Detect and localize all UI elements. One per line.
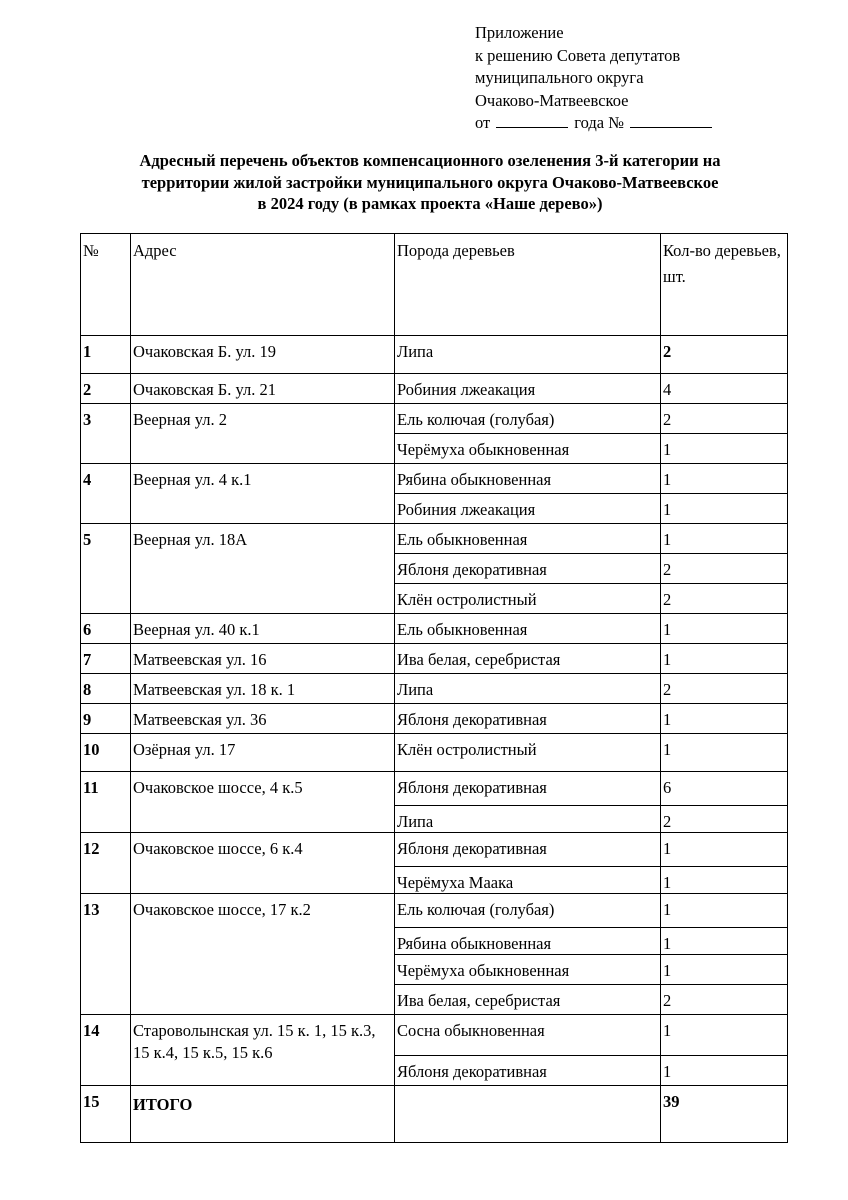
header-address: Адрес xyxy=(131,234,395,336)
table-row xyxy=(81,894,788,928)
table-row xyxy=(81,464,788,494)
row-address: Матвеевская ул. 18 к. 1 xyxy=(133,680,296,699)
table-row xyxy=(81,404,788,434)
row-number: 1 xyxy=(83,342,92,361)
row-species: Ель колючая (голубая) xyxy=(397,410,555,429)
row-count: 1 xyxy=(663,839,672,858)
row-count: 1 xyxy=(663,530,672,549)
row-species: Яблоня декоративная xyxy=(397,710,547,729)
row-count: 1 xyxy=(663,1021,672,1040)
table-row xyxy=(81,734,788,772)
header-count: Кол-во деревьев, шт. xyxy=(661,234,788,336)
row-address: Веерная ул. 2 xyxy=(133,410,228,429)
table-row xyxy=(81,704,788,734)
date-blank xyxy=(496,113,568,128)
row-number: 12 xyxy=(83,839,100,858)
row-species: Рябина обыкновенная xyxy=(397,934,552,953)
row-address: Очаковское шоссе, 4 к.5 xyxy=(133,778,303,797)
row-count: 1 xyxy=(663,900,672,919)
row-count: 1 xyxy=(663,873,672,892)
total-label: ИТОГО xyxy=(133,1095,193,1114)
table-row xyxy=(81,1015,788,1056)
row-address: Очаковское шоссе, 17 к.2 xyxy=(133,900,311,919)
row-count: 1 xyxy=(663,500,672,519)
row-count: 2 xyxy=(663,812,672,831)
header-number: № xyxy=(81,234,131,336)
table-row xyxy=(81,336,788,374)
row-species: Ель обыкновенная xyxy=(397,620,528,639)
table-row xyxy=(81,674,788,704)
row-species: Робиния лжеакация xyxy=(397,500,536,519)
row-number: 14 xyxy=(83,1021,100,1040)
total-species xyxy=(395,1086,660,1091)
row-address: Староволынская ул. 15 к. 1, 15 к.3, 15 к.4, 15 к.5, 15 к.6 xyxy=(133,1021,376,1062)
row-species: Черёмуха обыкновенная xyxy=(397,440,570,459)
row-number: 5 xyxy=(83,530,92,549)
row-count: 4 xyxy=(663,380,672,399)
table-row xyxy=(81,614,788,644)
row-count: 2 xyxy=(663,560,672,579)
row-count: 1 xyxy=(663,1062,672,1081)
row-address: Матвеевская ул. 16 xyxy=(133,650,267,669)
appendix-date-line xyxy=(475,112,712,135)
row-count: 1 xyxy=(663,620,672,639)
table-header-row xyxy=(81,234,788,336)
row-species: Ель обыкновенная xyxy=(397,530,528,549)
row-count: 1 xyxy=(663,934,672,953)
row-species: Ель колючая (голубая) xyxy=(397,900,555,919)
total-row xyxy=(81,1086,788,1143)
table-row xyxy=(81,772,788,806)
table-row xyxy=(81,833,788,867)
row-species: Сосна обыкновенная xyxy=(397,1021,545,1040)
row-address: Очаковская Б. ул. 19 xyxy=(133,342,277,361)
row-species: Липа xyxy=(397,680,434,699)
table-row xyxy=(81,524,788,554)
row-number: 6 xyxy=(83,620,92,639)
date-prefix: от xyxy=(475,113,491,132)
row-number: 11 xyxy=(83,778,99,797)
table-row xyxy=(81,644,788,674)
row-number: 9 xyxy=(83,710,92,729)
row-count: 2 xyxy=(663,991,672,1010)
row-number: 8 xyxy=(83,680,92,699)
row-count: 1 xyxy=(663,440,672,459)
number-blank xyxy=(630,113,712,128)
row-species: Липа xyxy=(397,812,434,831)
row-count: 1 xyxy=(663,710,672,729)
row-count: 2 xyxy=(663,410,672,429)
row-number: 2 xyxy=(83,380,92,399)
row-species: Яблоня декоративная xyxy=(397,778,547,797)
row-species: Клён остролистный xyxy=(397,740,537,759)
title-line-1: Адресный перечень объектов компенсационного озеленения 3-й категории на xyxy=(139,151,721,170)
row-address: Матвеевская ул. 36 xyxy=(133,710,267,729)
header-species: Порода деревьев xyxy=(395,234,661,336)
row-species: Липа xyxy=(397,342,434,361)
row-species: Черёмуха обыкновенная xyxy=(397,961,570,980)
row-species: Ива белая, серебристая xyxy=(397,991,561,1010)
row-count: 1 xyxy=(663,961,672,980)
tree-table xyxy=(80,233,788,1143)
row-address: Веерная ул. 4 к.1 xyxy=(133,470,252,489)
row-species: Рябина обыкновенная xyxy=(397,470,552,489)
row-species: Яблоня декоративная xyxy=(397,839,547,858)
row-number: 3 xyxy=(83,410,92,429)
title-line-2: территории жилой застройки муниципального округа Очаково-Матвеевское xyxy=(141,172,719,192)
row-address: Очаковская Б. ул. 21 xyxy=(133,380,277,399)
appendix-block xyxy=(475,22,712,135)
row-number: 10 xyxy=(83,740,100,759)
row-species: Яблоня декоративная xyxy=(397,1062,547,1081)
row-address: Веерная ул. 18А xyxy=(133,530,248,549)
row-count: 1 xyxy=(663,740,672,759)
row-count: 6 xyxy=(663,778,672,797)
row-species: Клён остролистный xyxy=(397,590,537,609)
row-address: Очаковское шоссе, 6 к.4 xyxy=(133,839,303,858)
row-species: Робиния лжеакация xyxy=(397,380,536,399)
row-species: Черёмуха Маака xyxy=(397,873,514,892)
title-line-3: в 2024 году (в рамках проекта «Наше дерево») xyxy=(257,194,603,213)
row-count: 1 xyxy=(663,650,672,669)
appendix-line-3: муниципального округа xyxy=(475,68,644,87)
row-count: 2 xyxy=(663,680,672,699)
document-title xyxy=(60,150,800,215)
date-middle: года № xyxy=(574,113,624,132)
table-row xyxy=(81,374,788,404)
row-count: 1 xyxy=(663,470,672,489)
appendix-line-2: к решению Совета депутатов xyxy=(475,45,681,65)
appendix-line-1: Приложение xyxy=(475,23,564,42)
row-number: 7 xyxy=(83,650,92,669)
row-species: Ива белая, серебристая xyxy=(397,650,561,669)
total-count: 39 xyxy=(663,1092,680,1111)
row-address: Веерная ул. 40 к.1 xyxy=(133,620,260,639)
row-count: 2 xyxy=(663,342,672,361)
row-number: 13 xyxy=(83,900,100,919)
row-species: Яблоня декоративная xyxy=(397,560,547,579)
row-count: 2 xyxy=(663,590,672,609)
appendix-line-4: Очаково-Матвеевское xyxy=(475,90,629,110)
row-address: Озёрная ул. 17 xyxy=(133,740,236,759)
total-number: 15 xyxy=(83,1092,100,1111)
row-number: 4 xyxy=(83,470,92,489)
